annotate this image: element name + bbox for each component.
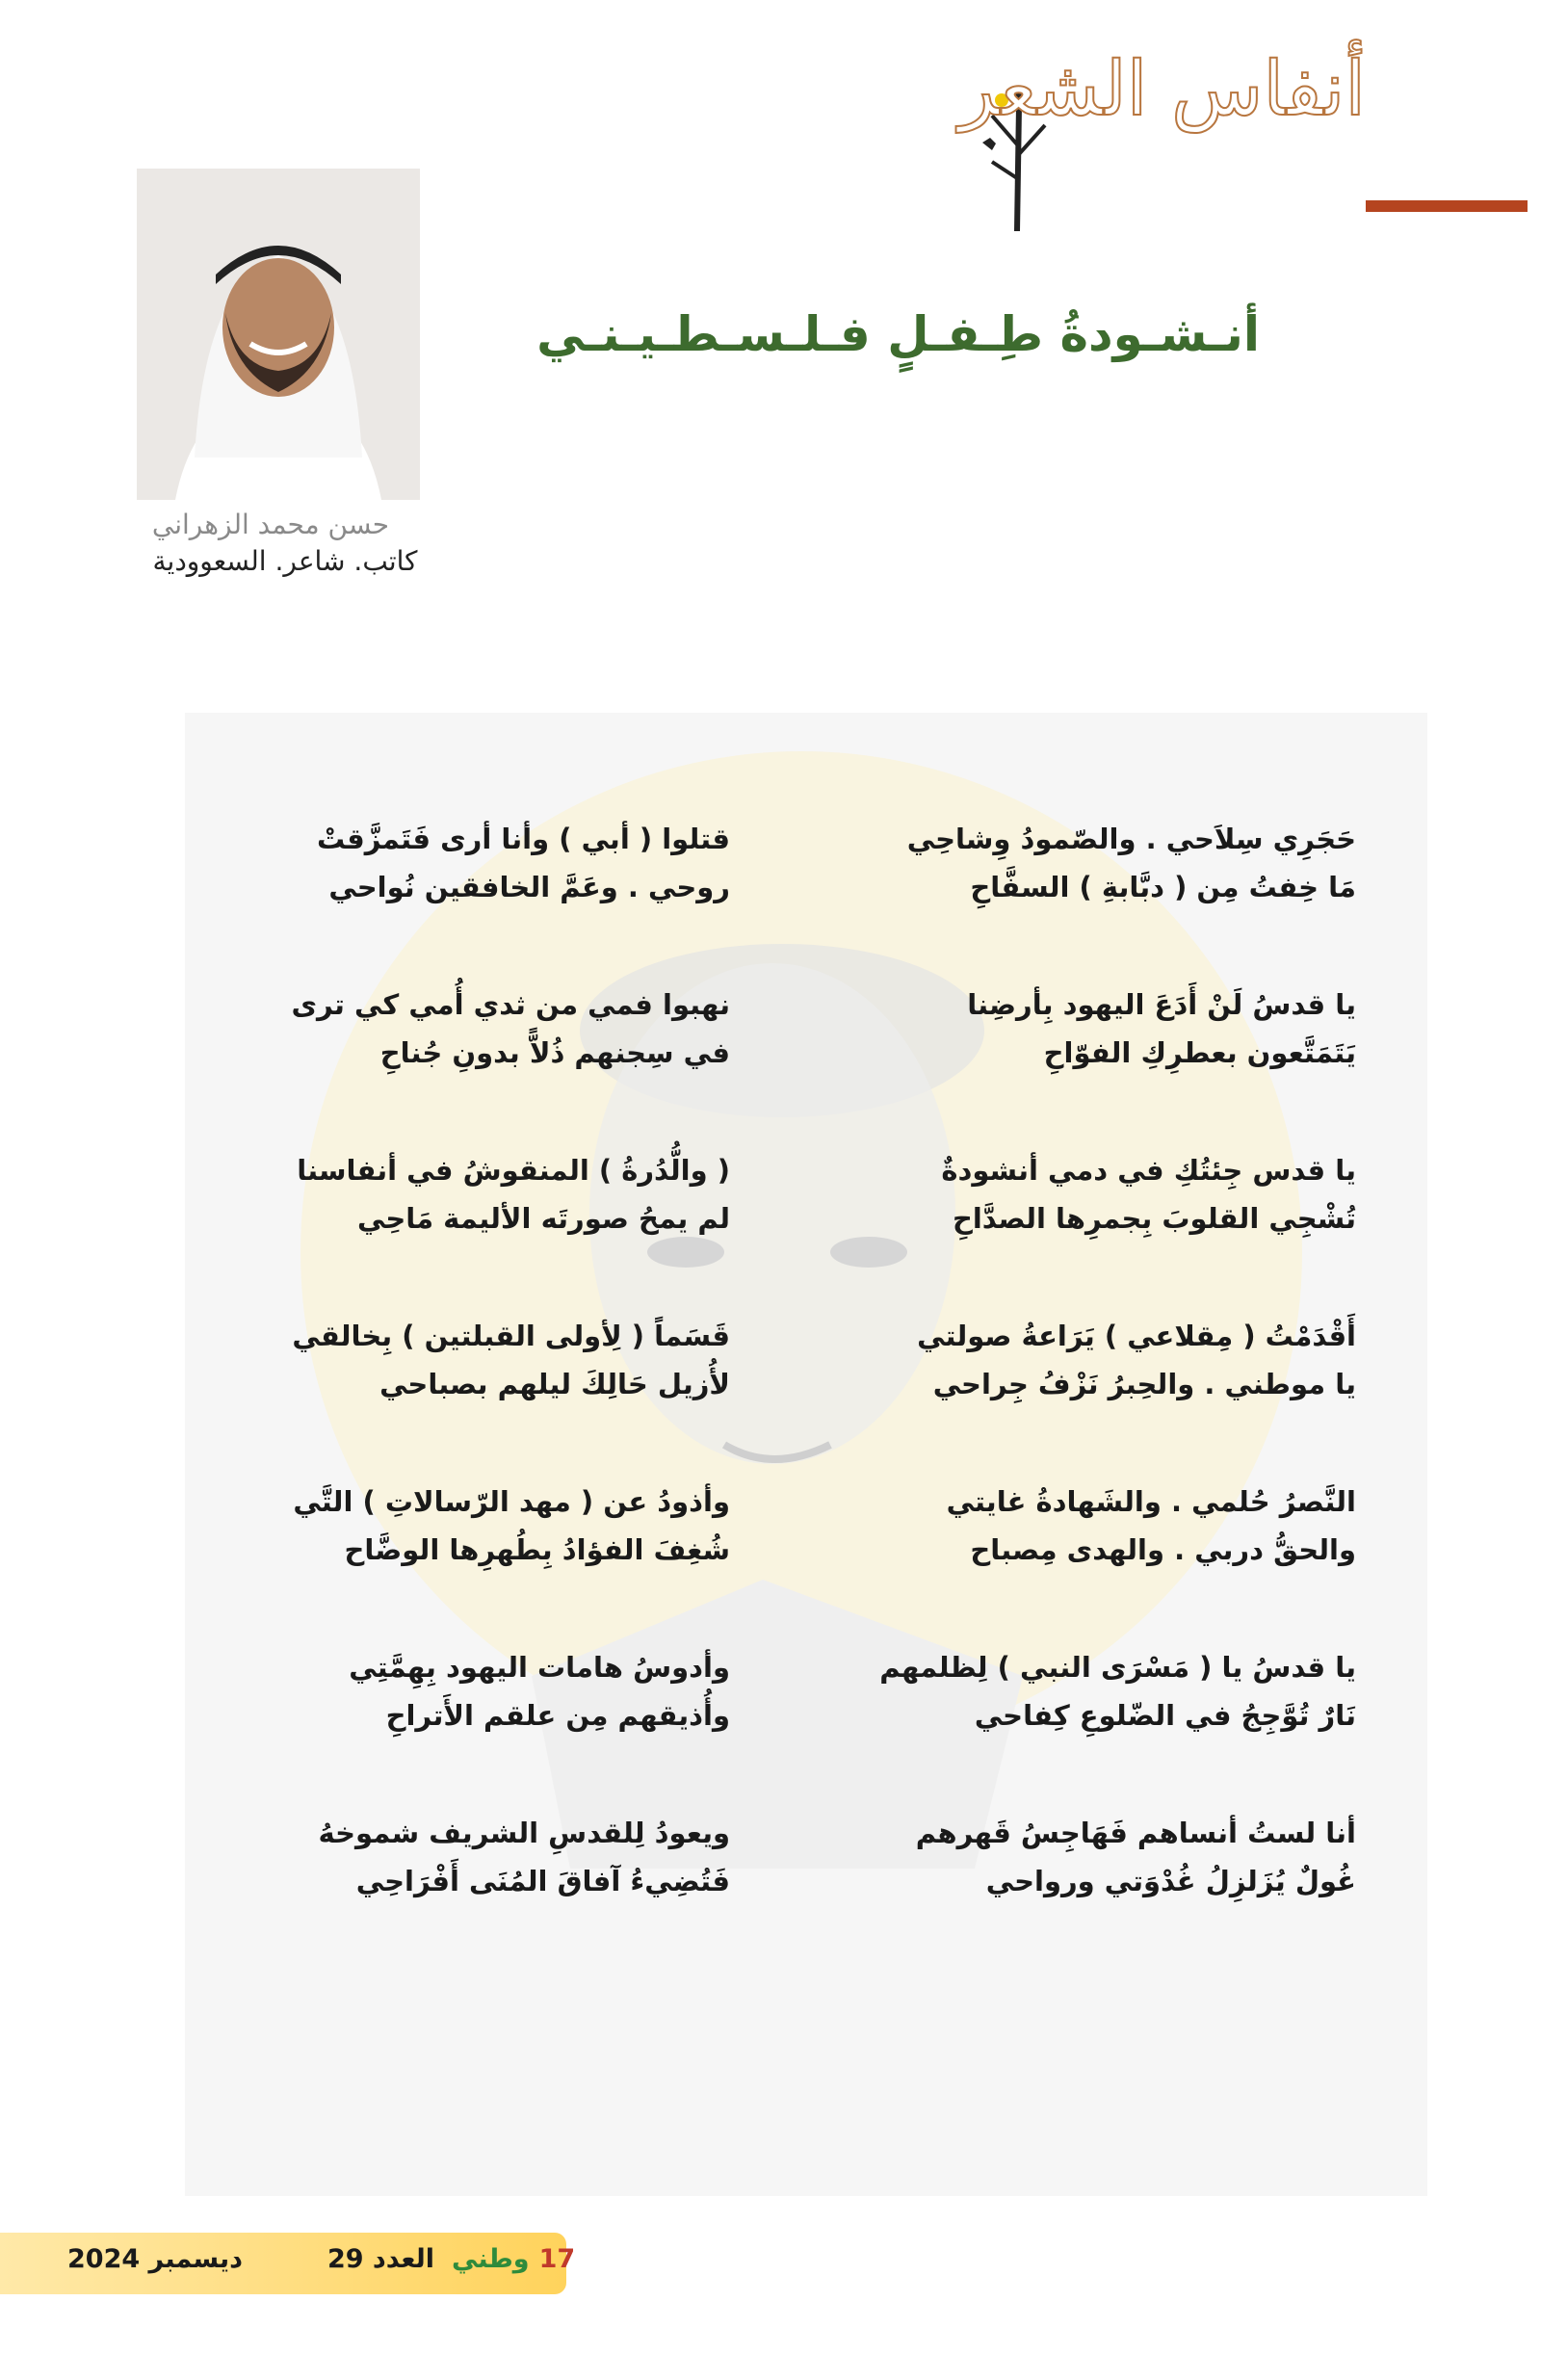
footer-issue: العدد 29 [326,2244,435,2274]
verse-line: أنا لستُ أنساهم فَهَاجِسُ قَهرهم [915,1817,1356,1849]
verse-line: نَارٌ تُوَّجِجُ في الضّلوعِ كِفاحي [974,1699,1356,1732]
footer [67,2244,575,2274]
stanza [229,1809,730,1975]
verse-line: يا قدس جِئتُكِ في دمي أنشودةٌ [941,1154,1356,1187]
verse-line: يا قدسُ يا ( مَسْرَى النبي ) لِظلمهم [879,1651,1356,1684]
verse-line: والحقُّ دربي . والهدى مِصباح [970,1533,1356,1566]
author-photo [137,169,420,500]
verse-line: لم يمحُ صورتَه الأليمة مَاحِي [357,1202,730,1235]
verse-line: نهبوا فمي من ثدي أُمي كي ترى [291,988,730,1021]
verse-line: يا موطني . والحِبرُ نَزْفُ جِراحي [932,1368,1356,1400]
stanza [229,1312,730,1478]
footer-date: ديسمبر 2024 [67,2244,243,2274]
stanza [229,1146,730,1312]
verse-line: تُشْجِي القلوبَ بِجمرِها الصدَّاحِ [952,1202,1356,1235]
stanza [229,1478,730,1643]
poem-title: أنـشـودةُ طِـفـلٍ فـلـسـطـيـنـي [536,306,1260,362]
verse-line: غُولٌ يُزَلزِلُ غُدْوَتي ورواحي [985,1865,1356,1897]
verse-line: لأُزيل حَالِكَ ليلهم بصباحي [379,1368,730,1400]
stanza [875,1146,1356,1312]
verse-line: وأُذيقهم مِن علقم الأَتراحِ [385,1699,730,1732]
verse-line: قَسَماً ( لِأولى القبلتين ) بِخالقي [292,1320,730,1352]
verse-line: في سِجنهم ذُلاًّ بدونِ جُناحِ [379,1036,730,1069]
verse-line: مَا خِفتُ مِن ( دبَّابةِ ) السفَّاحِ [970,871,1356,903]
author-role: كاتب. شاعر. السعوودية [152,545,418,577]
verse-line: النَّصرُ حُلمي . والشَهادةُ غايتي [946,1485,1356,1518]
stanza [229,815,730,981]
stanza [875,981,1356,1146]
poem-column-left [229,815,730,1975]
verse-line: حَجَرِي سِلاَحي . والصّمودُ وِشاحِي [906,823,1356,855]
stanza [229,981,730,1146]
stanza [875,1809,1356,1975]
poem-column-right [875,815,1356,1975]
verse-line: روحي . وعَمَّ الخافقين نُواحي [328,871,730,903]
verse-line: ويعودُ لِلقدسِ الشريف شموخهُ [318,1817,730,1849]
author-name: حسن محمد الزهراني [151,509,390,540]
stanza [875,1643,1356,1809]
verse-line: يا قدسُ لَنْ أَدَعَ اليهود بِأرضِنا [967,988,1356,1021]
stanza [875,815,1356,981]
verse-line: أَقْدَمْتُ ( مِقلاعي ) يَرَاعةُ صولتي [917,1320,1356,1352]
verse-line: وأذودُ عن ( مهد الرّسالاتِ ) التَّي [293,1485,730,1518]
verse-line: يَتَمَتَّعون بعطرِكِ الفوّاحِ [1043,1036,1356,1069]
stanza [875,1478,1356,1643]
verse-line: فَتُضِيءُ آفاقَ المُنَى أَفْرَاحِي [355,1865,730,1897]
verse-line: شُغِفَ الفؤادُ بِطُهرِها الوضَّاح [344,1533,730,1566]
verse-line: قتلوا ( أبي ) وأنا أرى فَتَمزَّقتْ [317,823,730,855]
footer-brand: وطني [452,2244,530,2274]
stanza [875,1312,1356,1478]
stanza [229,1643,730,1809]
section-logo-text: أنفاس الشعر [958,46,1366,133]
verse-line: ( والُّدُرةُ ) المنقوشُ في أنفاسنا [297,1154,730,1187]
verse-line: وأدوسُ هامات اليهود بِهِمَّتِي [349,1651,730,1684]
footer-page-number: 17 [538,2244,576,2274]
